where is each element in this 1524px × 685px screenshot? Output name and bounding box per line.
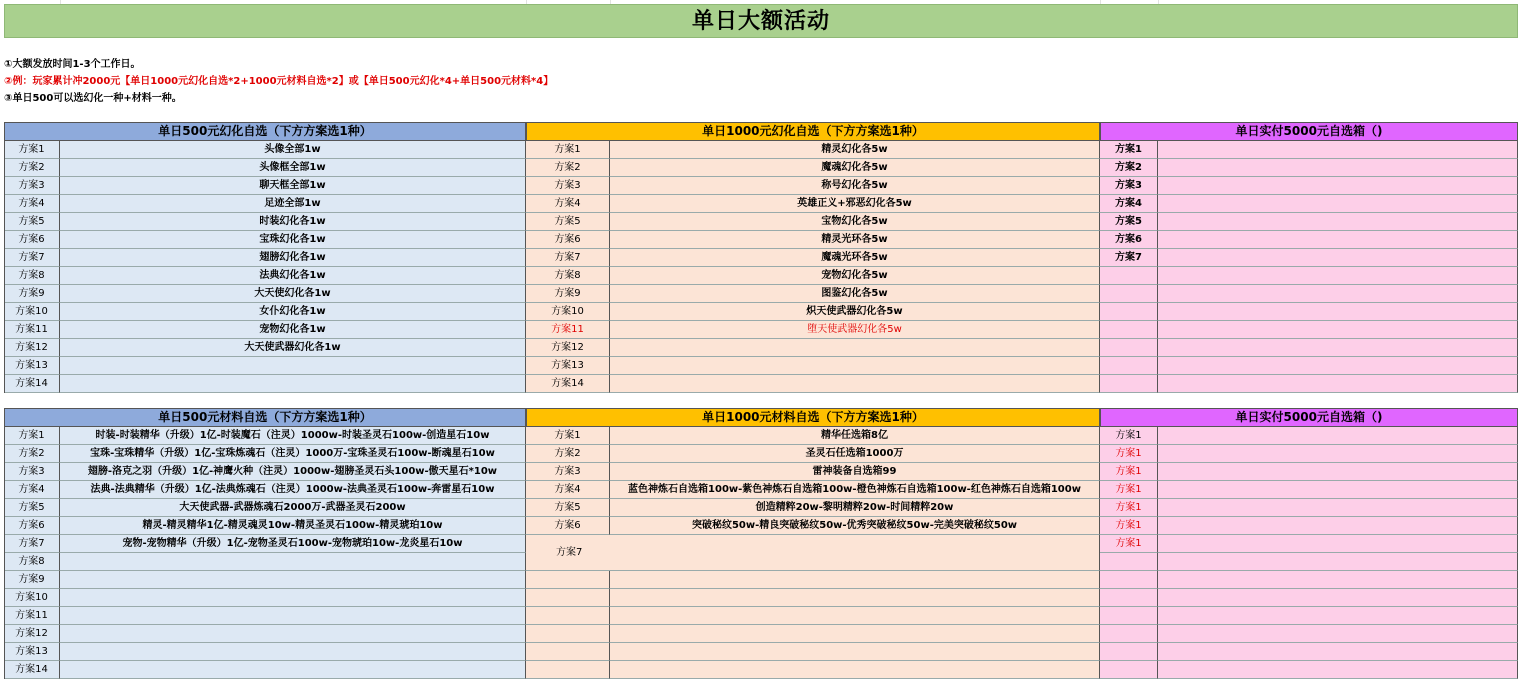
plan-label[interactable]: 方案1 [1100, 535, 1158, 553]
plan-value[interactable]: 大天使武器幻化各1w [60, 339, 526, 357]
empty-cell[interactable] [1158, 339, 1518, 357]
empty-cell[interactable] [610, 607, 1100, 625]
empty-cell[interactable] [1100, 375, 1158, 393]
plan-label[interactable]: 方案4 [4, 481, 60, 499]
grid-line [60, 0, 61, 4]
plan-label[interactable]: 方案10 [4, 589, 60, 607]
plan-value[interactable]: 精灵光环各5w [610, 231, 1100, 249]
plan-value[interactable]: 聊天框全部1w [60, 177, 526, 195]
plan-value[interactable]: 法典-法典精华（升级）1亿-法典炼魂石（注灵）1000w-法典圣灵石100w-奔雷星石10w [60, 481, 526, 499]
plan-value[interactable] [1158, 445, 1518, 463]
empty-cell[interactable] [1100, 285, 1158, 303]
plan-value[interactable]: 宝珠-宝珠精华（升级）1亿-宝珠炼魂石（注灵）1000万-宝珠圣灵石100w-断魂星石10w [60, 445, 526, 463]
plan-value[interactable] [1158, 499, 1518, 517]
plan-value[interactable]: 翅膀-洛克之羽（升级）1亿-神鹰火种（注灵）1000w-翅膀圣灵石头100w-傲天星石*10w [60, 463, 526, 481]
empty-cell[interactable] [1100, 321, 1158, 339]
empty-cell[interactable] [1100, 553, 1158, 571]
grid-line [526, 0, 527, 4]
empty-cell[interactable] [610, 643, 1100, 661]
plan-value[interactable]: 法典幻化各1w [60, 267, 526, 285]
plan-value[interactable] [1158, 427, 1518, 445]
empty-cell[interactable] [610, 625, 1100, 643]
plan-value[interactable] [60, 553, 526, 571]
plan-label[interactable]: 方案8 [4, 267, 60, 285]
plan-label[interactable]: 方案1 [4, 141, 60, 159]
plan-value[interactable]: 堕天使武器幻化各5w [610, 321, 1100, 339]
plan-label[interactable]: 方案2 [4, 445, 60, 463]
plan-value[interactable] [1158, 159, 1518, 177]
plan-label[interactable]: 方案6 [1100, 231, 1158, 249]
empty-cell[interactable] [1158, 553, 1518, 571]
plan-label[interactable]: 方案9 [4, 571, 60, 589]
plan-value[interactable] [610, 339, 1100, 357]
plan-value[interactable] [60, 661, 526, 679]
plan-value[interactable] [1158, 231, 1518, 249]
plan-value[interactable] [1158, 517, 1518, 535]
empty-cell[interactable] [1158, 589, 1518, 607]
plan-value[interactable]: 魔魂光环各5w [610, 249, 1100, 267]
empty-cell[interactable] [1100, 643, 1158, 661]
plan-label[interactable]: 方案14 [4, 661, 60, 679]
plan-label[interactable]: 方案3 [526, 177, 610, 195]
plan-value[interactable] [60, 375, 526, 393]
plan-value[interactable]: 宠物幻化各1w [60, 321, 526, 339]
plan-label[interactable]: 方案8 [4, 553, 60, 571]
plan-label[interactable]: 方案7 [526, 535, 1100, 571]
plan-label[interactable]: 方案2 [526, 159, 610, 177]
plan-label[interactable]: 方案2 [4, 159, 60, 177]
plan-value[interactable] [60, 571, 526, 589]
plan-value[interactable]: 时装幻化各1w [60, 213, 526, 231]
plan-value[interactable] [60, 643, 526, 661]
empty-cell[interactable] [526, 643, 610, 661]
plan-label[interactable]: 方案5 [4, 499, 60, 517]
plan-label[interactable]: 方案8 [526, 267, 610, 285]
empty-cell[interactable] [1100, 339, 1158, 357]
grid-line [1100, 0, 1101, 4]
plan-value[interactable] [610, 375, 1100, 393]
plan-value[interactable] [1158, 249, 1518, 267]
plan-label[interactable]: 方案12 [4, 625, 60, 643]
plan-label[interactable]: 方案1 [1100, 481, 1158, 499]
plan-label[interactable]: 方案13 [4, 357, 60, 375]
plan-value[interactable]: 时装-时装精华（升级）1亿-时装魔石（注灵）1000w-时装圣灵石100w-创造星石10w [60, 427, 526, 445]
plan-label[interactable]: 方案9 [4, 285, 60, 303]
plan-label[interactable]: 方案1 [1100, 499, 1158, 517]
plan-label[interactable]: 方案7 [4, 535, 60, 553]
plan-label[interactable]: 方案5 [526, 213, 610, 231]
plan-label[interactable]: 方案1 [4, 427, 60, 445]
plan-value[interactable]: 精华任选箱8亿 [610, 427, 1100, 445]
empty-cell[interactable] [610, 661, 1100, 679]
plan-value[interactable]: 图鉴幻化各5w [610, 285, 1100, 303]
plan-value[interactable]: 宝物幻化各5w [610, 213, 1100, 231]
grid-line [1158, 0, 1159, 4]
plan-label[interactable]: 方案1 [1100, 427, 1158, 445]
plan-value[interactable]: 称号幻化各5w [610, 177, 1100, 195]
plan-label[interactable]: 方案12 [4, 339, 60, 357]
plan-label[interactable]: 方案4 [526, 481, 610, 499]
empty-cell[interactable] [1100, 607, 1158, 625]
plan-label[interactable]: 方案7 [1100, 249, 1158, 267]
plan-value[interactable]: 圣灵石任选箱1000万 [610, 445, 1100, 463]
empty-cell[interactable] [610, 571, 1100, 589]
plan-label[interactable]: 方案10 [4, 303, 60, 321]
plan-value[interactable]: 突破秘纹50w-精良突破秘纹50w-优秀突破秘纹50w-完美突破秘纹50w [610, 517, 1100, 535]
plan-value[interactable] [1158, 463, 1518, 481]
plan-label[interactable]: 方案11 [526, 321, 610, 339]
plan-value[interactable]: 蓝色神炼石自选箱100w-紫色神炼石自选箱100w-橙色神炼石自选箱100w-红色神炼石自选箱100w [610, 481, 1100, 499]
plan-value[interactable] [60, 625, 526, 643]
plan-label[interactable]: 方案3 [4, 177, 60, 195]
plan-label[interactable]: 方案11 [4, 321, 60, 339]
plan-value[interactable]: 雷神装备自选箱99 [610, 463, 1100, 481]
empty-cell[interactable] [1100, 625, 1158, 643]
plan-value[interactable]: 足迹全部1w [60, 195, 526, 213]
plan-label[interactable]: 方案1 [1100, 445, 1158, 463]
plan-label[interactable]: 方案5 [1100, 213, 1158, 231]
plan-value[interactable] [1158, 177, 1518, 195]
empty-cell[interactable] [1158, 625, 1518, 643]
plan-label[interactable]: 方案5 [526, 499, 610, 517]
plan-label[interactable]: 方案9 [526, 285, 610, 303]
empty-cell[interactable] [1158, 267, 1518, 285]
empty-cell[interactable] [1100, 267, 1158, 285]
section-header[interactable]: 单日500元幻化自选（下方方案选1种） [4, 122, 526, 141]
plan-label[interactable]: 方案6 [4, 231, 60, 249]
plan-label[interactable]: 方案7 [526, 249, 610, 267]
plan-value[interactable]: 女仆幻化各1w [60, 303, 526, 321]
empty-cell[interactable] [526, 589, 610, 607]
empty-cell[interactable] [1158, 643, 1518, 661]
plan-value[interactable]: 头像全部1w [60, 141, 526, 159]
empty-cell[interactable] [526, 661, 610, 679]
table-border [4, 122, 5, 393]
plan-label[interactable]: 方案7 [4, 249, 60, 267]
plan-value[interactable] [60, 607, 526, 625]
plan-label[interactable]: 方案2 [526, 445, 610, 463]
empty-cell[interactable] [1158, 285, 1518, 303]
sheet-title[interactable]: 单日大额活动 [4, 4, 1518, 38]
note-line: ①大额发放时间1-3个工作日。 [4, 59, 141, 70]
empty-cell[interactable] [1100, 589, 1158, 607]
plan-label[interactable]: 方案10 [526, 303, 610, 321]
plan-value[interactable]: 宠物-宠物精华（升级）1亿-宠物圣灵石100w-宠物琥珀10w-龙炎星石10w [60, 535, 526, 553]
grid-line [610, 0, 611, 4]
plan-label[interactable]: 方案3 [1100, 177, 1158, 195]
plan-value[interactable]: 翅膀幻化各1w [60, 249, 526, 267]
empty-cell[interactable] [1158, 357, 1518, 375]
plan-value[interactable]: 宝珠幻化各1w [60, 231, 526, 249]
empty-cell[interactable] [526, 571, 610, 589]
plan-label[interactable]: 方案12 [526, 339, 610, 357]
table-border [4, 408, 5, 679]
note-line: ②例：玩家累计冲2000元【单日1000元幻化自选*2+1000元材料自选*2】或【单日500元幻化*4+单日500元材料*4】 [4, 76, 554, 87]
empty-cell[interactable] [1158, 571, 1518, 589]
plan-label[interactable]: 方案1 [1100, 517, 1158, 535]
plan-value[interactable]: 大天使幻化各1w [60, 285, 526, 303]
plan-value[interactable]: 大天使武器-武器炼魂石2000万-武器圣灵石200w [60, 499, 526, 517]
plan-label[interactable]: 方案13 [4, 643, 60, 661]
plan-value[interactable]: 头像框全部1w [60, 159, 526, 177]
empty-cell[interactable] [1100, 661, 1158, 679]
plan-value[interactable]: 英雄正义+邪恶幻化各5w [610, 195, 1100, 213]
empty-cell[interactable] [1100, 571, 1158, 589]
empty-cell[interactable] [610, 589, 1100, 607]
plan-value[interactable]: 精灵幻化各5w [610, 141, 1100, 159]
plan-label[interactable]: 方案1 [526, 427, 610, 445]
section-header[interactable]: 单日1000元幻化自选（下方方案选1种） [526, 122, 1100, 141]
plan-value[interactable] [610, 357, 1100, 375]
section-header[interactable]: 单日500元材料自选（下方方案选1种） [4, 408, 526, 427]
plan-value[interactable] [60, 589, 526, 607]
plan-value[interactable] [1158, 535, 1518, 553]
empty-cell[interactable] [1158, 321, 1518, 339]
plan-label[interactable]: 方案11 [4, 607, 60, 625]
plan-label[interactable]: 方案13 [526, 357, 610, 375]
plan-label[interactable]: 方案3 [4, 463, 60, 481]
plan-label[interactable]: 方案2 [1100, 159, 1158, 177]
plan-label[interactable]: 方案1 [1100, 463, 1158, 481]
empty-cell[interactable] [526, 625, 610, 643]
plan-value[interactable] [1158, 141, 1518, 159]
plan-label[interactable]: 方案6 [4, 517, 60, 535]
plan-label[interactable]: 方案4 [1100, 195, 1158, 213]
plan-value[interactable]: 宠物幻化各5w [610, 267, 1100, 285]
note-line: ③单日500可以选幻化一种+材料一种。 [4, 93, 182, 104]
empty-cell[interactable] [1100, 357, 1158, 375]
plan-value[interactable]: 炽天使武器幻化各5w [610, 303, 1100, 321]
plan-value[interactable] [1158, 481, 1518, 499]
plan-label[interactable]: 方案14 [4, 375, 60, 393]
plan-label[interactable]: 方案3 [526, 463, 610, 481]
plan-value[interactable]: 创造精粹20w-黎明精粹20w-时间精粹20w [610, 499, 1100, 517]
plan-label[interactable]: 方案6 [526, 231, 610, 249]
empty-cell[interactable] [1158, 375, 1518, 393]
empty-cell[interactable] [1158, 303, 1518, 321]
plan-label[interactable]: 方案1 [1100, 141, 1158, 159]
plan-label[interactable]: 方案4 [526, 195, 610, 213]
empty-cell[interactable] [1158, 661, 1518, 679]
plan-value[interactable]: 魔魂幻化各5w [610, 159, 1100, 177]
plan-label[interactable]: 方案1 [526, 141, 610, 159]
plan-label[interactable]: 方案6 [526, 517, 610, 535]
plan-value[interactable] [1158, 213, 1518, 231]
empty-cell[interactable] [1100, 303, 1158, 321]
plan-label[interactable]: 方案14 [526, 375, 610, 393]
section-header[interactable]: 单日实付5000元自选箱（) [1100, 408, 1518, 427]
section-header[interactable]: 单日实付5000元自选箱（) [1100, 122, 1518, 141]
plan-value[interactable] [1158, 195, 1518, 213]
plan-value[interactable]: 精灵-精灵精华1亿-精灵魂灵10w-精灵圣灵石100w-精灵琥珀10w [60, 517, 526, 535]
section-header[interactable]: 单日1000元材料自选（下方方案选1种） [526, 408, 1100, 427]
plan-value[interactable] [60, 357, 526, 375]
empty-cell[interactable] [526, 607, 610, 625]
empty-cell[interactable] [1158, 607, 1518, 625]
plan-label[interactable]: 方案4 [4, 195, 60, 213]
plan-label[interactable]: 方案5 [4, 213, 60, 231]
